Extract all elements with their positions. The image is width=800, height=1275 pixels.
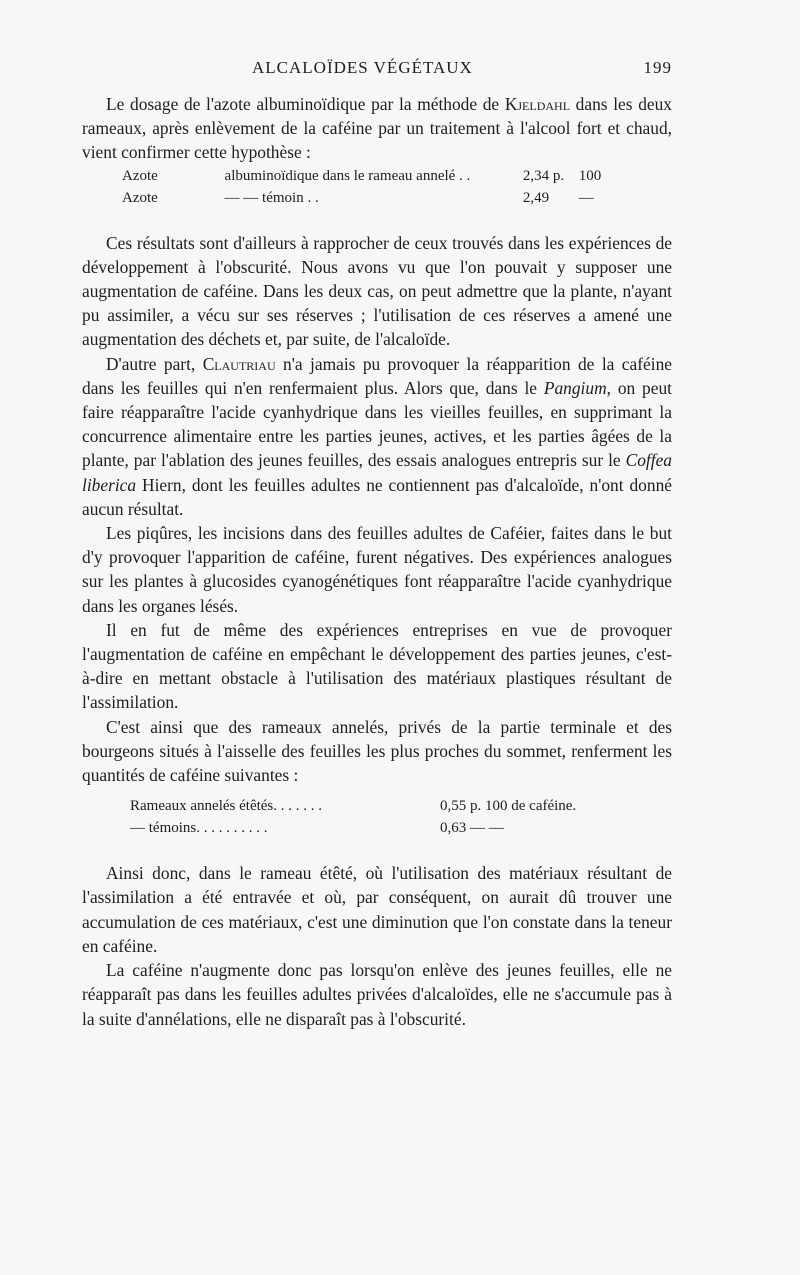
page-body [82,92,672,1031]
table-row: Rameaux annelés étêtés. . . . . . . 0,55 p. 100 de caféine. [130,798,577,815]
paragraph-1: Le dosage de l'azote albuminoïdique par la méthode de Kjeldahl dans les deux rameaux, après enlèvement de la caféine par un traitement à l'alcool fort et chaud, vient confirmer cette hypothèse : [82,94,672,163]
running-title: ALCALOÏDES VÉGÉTAUX [252,58,473,77]
nitrogen-table [122,165,672,209]
caffeine-table [130,795,672,839]
paragraph-7: Ainsi donc, dans le rameau étêté, où l'utilisation des matériaux résultant de l'assimilation a été entravée et où, par conséquent, on aurait dû trouver une accumulation de ces matériaux, c'est une diminution que l'on constate dans la teneur en caféine. [82,863,672,956]
paragraph-5: Il en fut de même des expériences entreprises en vue de provoquer l'augmentation de caféine en empêchant le développement des parties jeunes, c'est-à-dire en mettant obstacle à l'utilisation des matériaux plastiques résultant de l'assimilation. [82,619,672,713]
table-row: — témoins. . . . . . . . . . 0,63 — — [130,820,504,837]
paragraph-8: La caféine n'augmente donc pas lorsqu'on enlève des jeunes feuilles, elle ne réapparaît pas dans les feuilles adultes privées d'alcaloïdes, elle ne s'accumule pas à la suite d'annélations, elle ne disparaît pas à l'obscurité. [82,960,672,1029]
species-name: Coffea liberica [82,450,672,495]
author-name: Clautriau [202,353,276,374]
genus-name: Pangium [543,377,607,398]
paragraph-2: Ces résultats sont d'ailleurs à rapprocher de ceux trouvés dans les expériences de développement à l'obscurité. Nous avons vu que l'on pouvait y supposer une augmentation de caféine. Dans les deux cas, on peut admettre que la plante, n'ayant pu assimiler, a vécu sur ses réserves ; l'utilisation de ces réserves a amené une augmentation des déchets et, par suite, de l'alcaloïde. [82,232,672,350]
paragraph-3: D'autre part, Clautriau n'a jamais pu provoquer la réapparition de la caféine dans les feuilles qui n'en renfermaient plus. Alors que, dans le Pangium, on peut faire réapparaître l'acide cyanhydrique dans les vieilles feuilles, en supprimant la concurrence alimentaire entre les parties jeunes, actives, et les parties âgées de la plante, par l'ablation des jeunes feuilles, des essais analogues entrepris sur le Coffea liberica Hiern, dont les feuilles adultes ne contiennent pas d'alcaloïde, n'ont donné aucun résultat. [82,353,673,519]
table-row: Azote albuminoïdique dans le rameau annelé . . 2,34 p. 100 [122,167,602,184]
running-header [82,56,672,82]
paragraph-6: C'est ainsi que des rameaux annelés, privés de la partie terminale et des bourgeons situés à l'aisselle des feuilles les plus proches du sommet, renferment les quantités de caféine suivantes : [82,716,672,786]
page-number: 199 [643,58,672,77]
table-row: Azote — — témoin . . 2,49 — [122,189,594,206]
author-name: Kjeldahl [504,94,571,114]
paragraph-4: Les piqûres, les incisions dans des feuilles adultes de Caféier, faites dans le but d'y provoquer l'apparition de caféine, furent négatives. Des expériences analogues sur les plantes à glucosides cyanogénétiques font réapparaître l'acide cyanhydrique dans les organes lésés. [82,523,672,616]
